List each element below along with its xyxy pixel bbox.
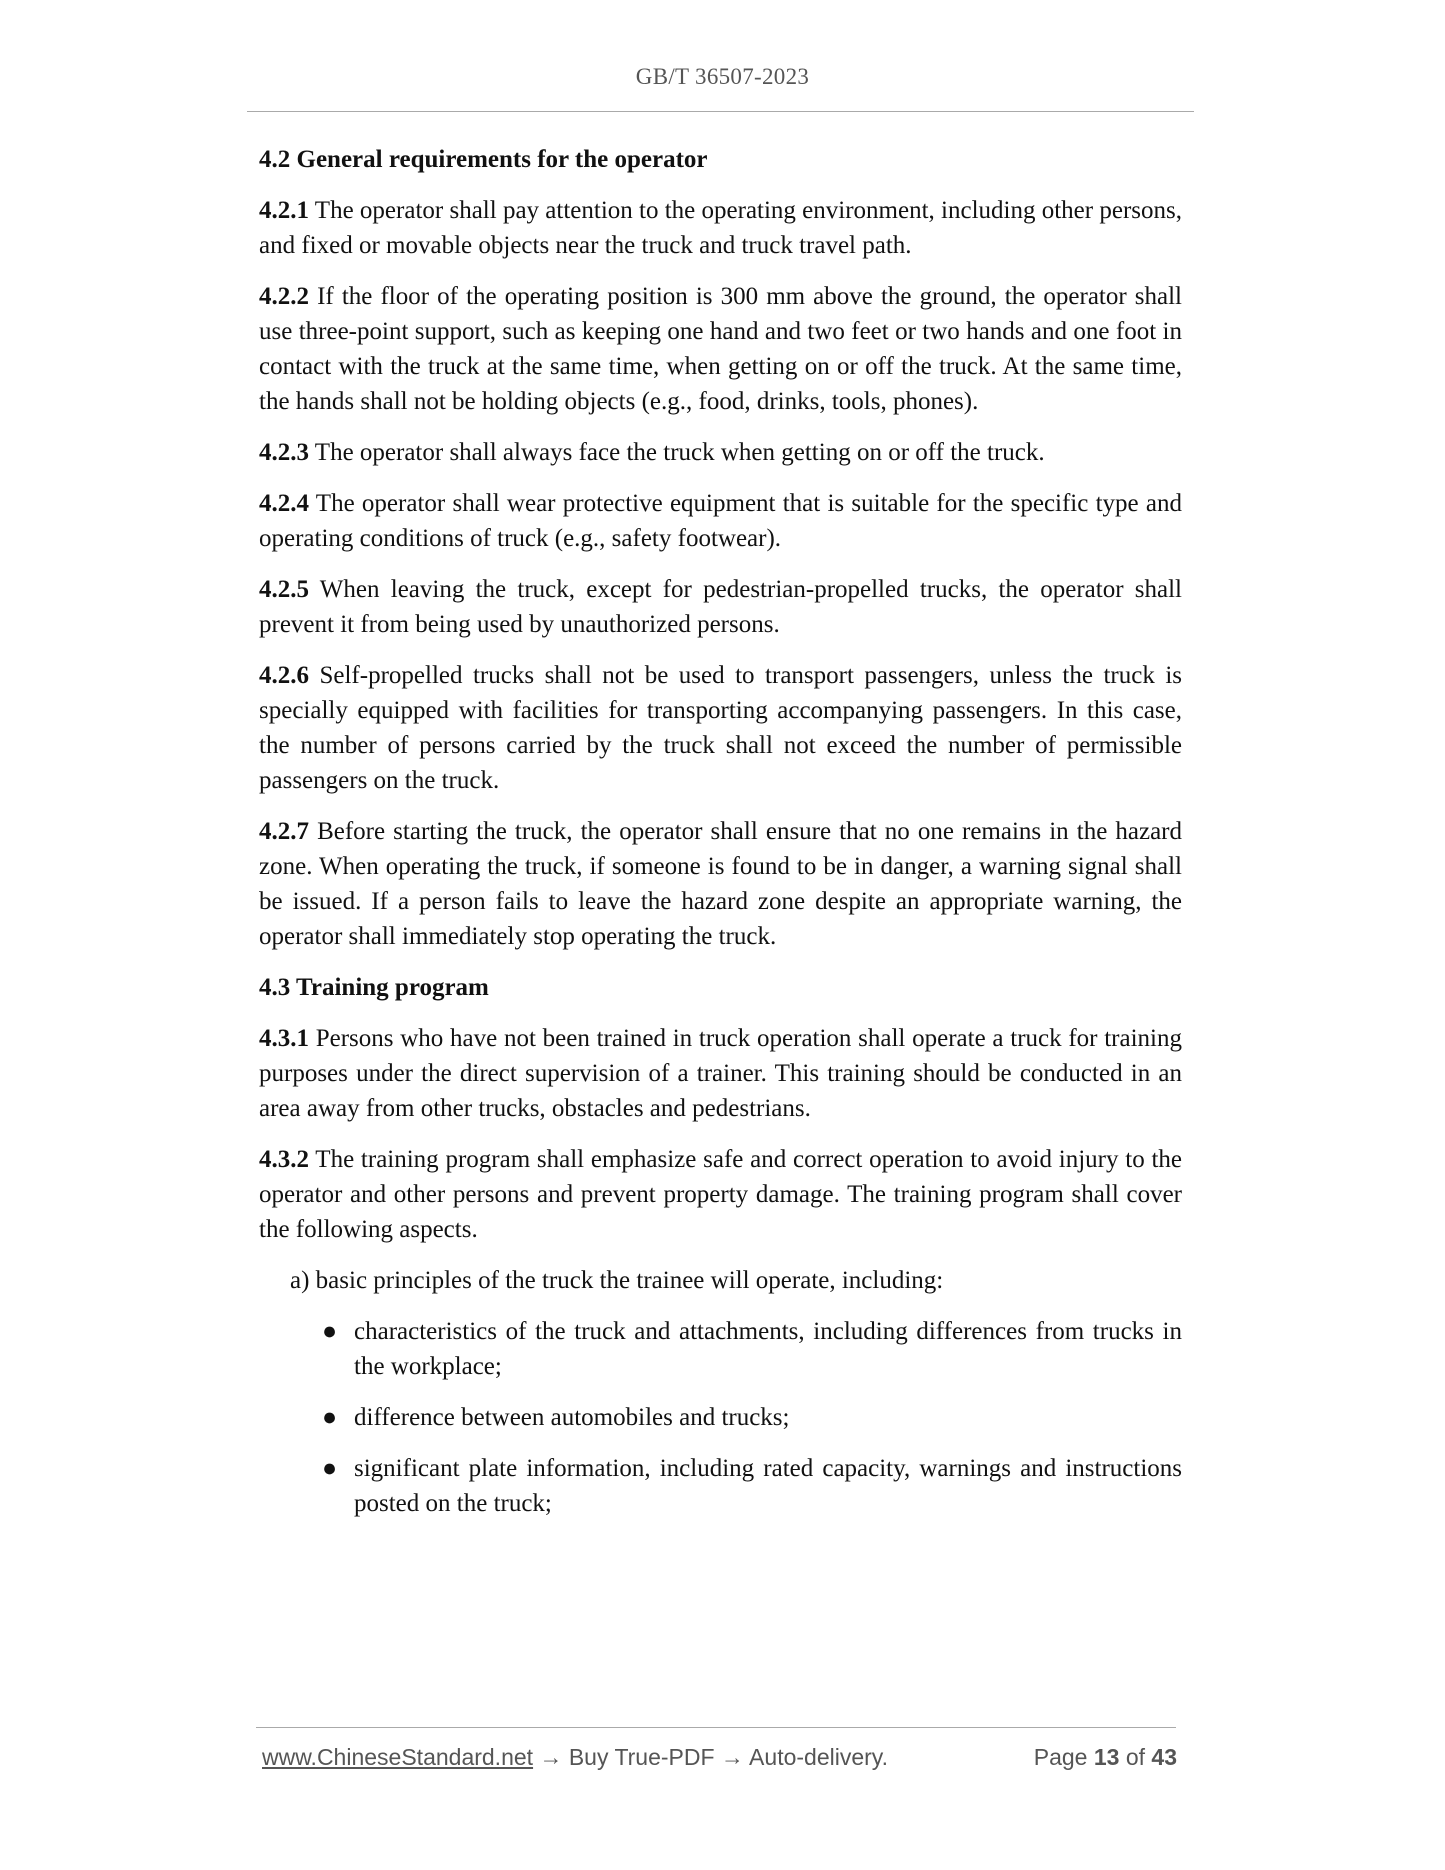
clause-number: 4.2.2 [259,283,309,310]
clause-4-2-3 [259,435,1182,470]
clause-4-2-4 [259,486,1182,556]
clause-text: The operator shall always face the truck when getting on or off the truck. [309,439,1045,466]
page-footer [262,1744,1177,1778]
total-pages-number: 43 [1151,1744,1177,1770]
bullet-item [259,1451,1182,1521]
clause-number: 4.2.4 [259,490,309,517]
bullet-icon: ● [322,1455,338,1482]
bullet-text: characteristics of the truck and attachments, including differences from trucks in the workplace; [354,1318,1182,1380]
clause-number: 4.2.3 [259,439,309,466]
footer-promo [262,1744,888,1771]
clause-4-3-2 [259,1142,1182,1247]
bullet-icon: ● [322,1404,338,1431]
clause-number: 4.2.6 [259,662,309,689]
clause-text: Before starting the truck, the operator shall ensure that no one remains in the hazard zone. When operating the truck, if someone is found to be in danger, a warning signal shall be issued. If a person fails to leave the hazard zone despite an appropriate warning, the operator shall immediately stop operating the truck. [259,818,1182,950]
clause-text: The training program shall emphasize safe and correct operation to avoid injury to the operator and other persons and prevent property damage. The training program shall cover the following aspects. [259,1146,1182,1243]
clause-number: 4.2.1 [259,197,309,224]
clause-text: If the floor of the operating position is 300 mm above the ground, the operator shall use three-point support, such as keeping one hand and two feet or two hands and one foot in contact with the truck at the same time, when getting on or off the truck. At the same time, the hands shall not be holding objects (e.g., food, drinks, tools, phones). [259,283,1182,415]
header-divider [247,111,1194,112]
page-of-label: of [1125,1744,1146,1770]
clause-text: Persons who have not been trained in truck operation shall operate a truck for training purposes under the direct supervision of a trainer. This training should be conducted in an area away from other trucks, obstacles and pedestrians. [259,1025,1182,1122]
bullet-icon: ● [322,1318,338,1345]
clause-number: 4.3.2 [259,1146,309,1173]
section-heading-4-2: 4.2 General requirements for the operator [259,146,708,173]
clause-4-2-7 [259,814,1182,954]
clause-text: The operator shall wear protective equipment that is suitable for the specific type and operating conditions of truck (e.g., safety footwear). [259,490,1182,552]
bullet-item [259,1314,1182,1384]
clause-number: 4.2.5 [259,576,309,603]
site-link[interactable]: www.ChineseStandard.net [262,1744,534,1770]
clause-text: Self-propelled trucks shall not be used to transport passengers, unless the truck is specially equipped with facilities for transporting accompanying passengers. In this case, the number of persons carried by the truck shall not exceed the number of permissible passengers on the truck. [259,662,1182,794]
clause-4-2-2 [259,279,1182,419]
page-body [259,142,1182,1521]
current-page-number: 13 [1093,1744,1120,1770]
clause-4-2-1 [259,193,1182,263]
page-label: Page [1033,1744,1088,1770]
document-id-header: GB/T 36507-2023 [635,64,810,89]
section-heading-4-3: 4.3 Training program [259,974,489,1001]
clause-4-2-6 [259,658,1182,798]
clause-number: 4.2.7 [259,818,309,845]
page-indicator [1034,1744,1177,1771]
clause-text: The operator shall pay attention to the operating environment, including other persons, and fixed or movable objects near the truck and truck travel path. [259,197,1182,259]
bullet-item [259,1400,1182,1435]
clause-number: 4.3.1 [259,1025,309,1052]
bullet-text: difference between automobiles and trucks; [354,1404,790,1431]
footer-divider [256,1727,1176,1728]
list-item-a: a) basic principles of the truck the trainee will operate, including: [290,1267,944,1294]
clause-text: When leaving the truck, except for pedestrian-propelled trucks, the operator shall prevent it from being used by unauthorized persons. [259,576,1182,638]
clause-4-3-1 [259,1021,1182,1126]
clause-4-2-5 [259,572,1182,642]
promo-text: → Buy True-PDF → Auto-delivery. [533,1744,888,1770]
bullet-text: significant plate information, including rated capacity, warnings and instructions posted on the truck; [354,1455,1182,1517]
